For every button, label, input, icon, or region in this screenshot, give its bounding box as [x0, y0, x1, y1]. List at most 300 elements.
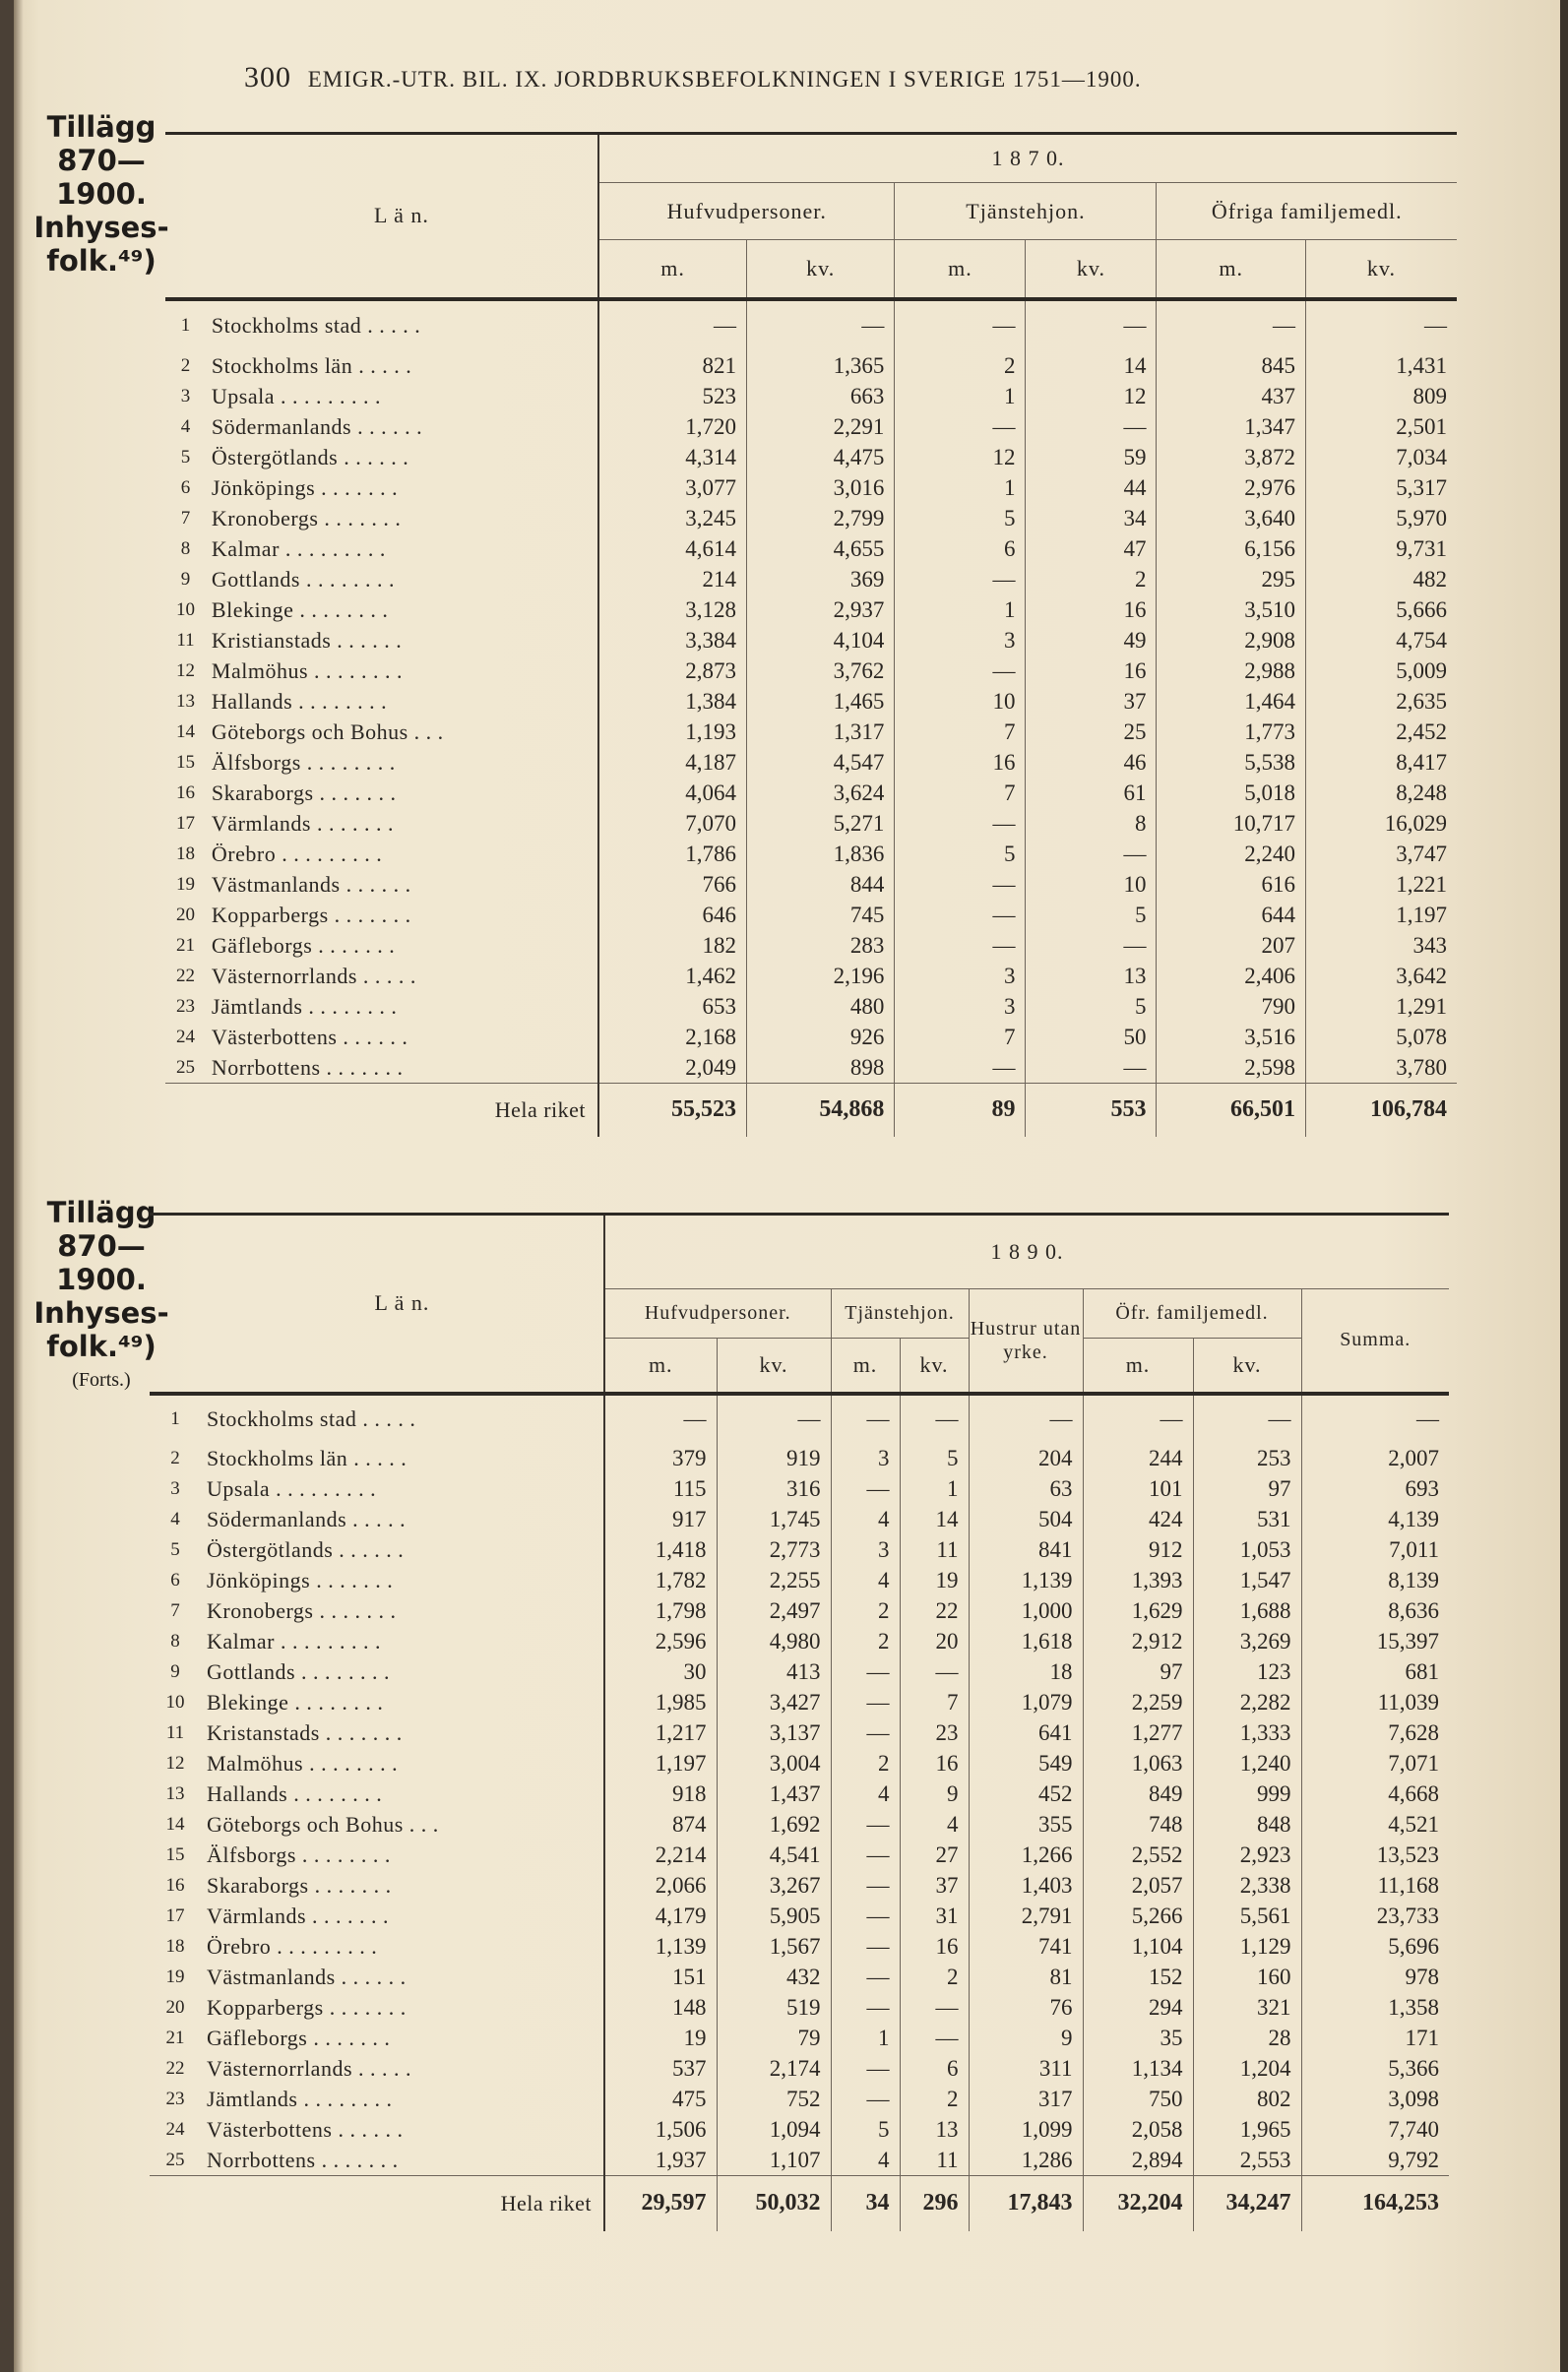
lan-name: Stockholms stad . . . . . [207, 1406, 416, 1431]
cell-value: 4,521 [1301, 1810, 1449, 1841]
lan-name: Kopparbergs . . . . . . . [207, 1995, 407, 2020]
row-number: 10 [165, 1692, 185, 1713]
cell-value: 5,666 [1305, 595, 1457, 626]
cell-value: 47 [1026, 534, 1157, 565]
row-number: 20 [165, 1997, 185, 2018]
cell-value: — [895, 809, 1026, 840]
table-row [165, 351, 1457, 382]
cell-value: 1,217 [604, 1718, 717, 1749]
cell-value: 355 [969, 1810, 1083, 1841]
cell-value: 7,628 [1301, 1718, 1449, 1749]
cell-value: 5 [895, 840, 1026, 870]
cell-value: 148 [604, 1993, 717, 2024]
cell-value: 27 [900, 1841, 969, 1871]
cell-value: 7,740 [1301, 2115, 1449, 2146]
table-row [150, 1444, 1449, 1474]
lan-name: Västmanlands . . . . . . [211, 872, 411, 897]
cell-value: 918 [604, 1779, 717, 1810]
cell-value: 745 [746, 901, 894, 931]
row-number: 22 [175, 966, 195, 986]
cell-value: — [1301, 1394, 1449, 1444]
cell-value: 1,431 [1305, 351, 1457, 382]
row-number: 9 [170, 1661, 180, 1682]
cell-value: 802 [1193, 2085, 1301, 2115]
cell-value: 3,780 [1305, 1053, 1457, 1084]
cell-value: 8 [1026, 809, 1157, 840]
cell-value: 750 [1083, 2085, 1193, 2115]
cell-value: 1,365 [746, 351, 894, 382]
row-number: 3 [180, 386, 191, 406]
cell-value: 4 [831, 1566, 900, 1596]
cell-value: 3 [831, 1535, 900, 1566]
cell-value: 9,792 [1301, 2146, 1449, 2176]
row-number: 10 [175, 599, 195, 620]
book-binding [0, 0, 14, 2372]
cell-value: 19 [900, 1566, 969, 1596]
table-row [165, 718, 1457, 748]
cell-value: 152 [1083, 1963, 1193, 1993]
table-row [150, 1505, 1449, 1535]
cell-value: 11 [900, 1535, 969, 1566]
lan-name: Västerbottens . . . . . . [207, 2117, 404, 2142]
cell-value: 5,970 [1305, 504, 1457, 534]
lan-name: Kalmar . . . . . . . . . [207, 1629, 381, 1654]
cell-value: — [900, 1993, 969, 2024]
cell-value: 523 [598, 382, 746, 412]
cell-value: 790 [1157, 992, 1305, 1023]
group-header: Hufvudpersoner. [604, 1289, 831, 1339]
cell-value: 2,976 [1157, 473, 1305, 504]
cell-value: 4,314 [598, 443, 746, 473]
lan-name: Kristianstads . . . . . . [211, 628, 403, 653]
cell-value: 1,053 [1193, 1535, 1301, 1566]
lan-name: Stockholms län . . . . . [211, 353, 412, 378]
cell-value: 693 [1301, 1474, 1449, 1505]
cell-value: 519 [717, 1993, 831, 2024]
cell-value: — [746, 299, 894, 351]
lan-name: Västerbottens . . . . . . [211, 1025, 408, 1049]
cell-value: 30 [604, 1657, 717, 1688]
cell-value: 4 [900, 1810, 969, 1841]
cell-value: — [831, 1474, 900, 1505]
cell-value: 2,908 [1157, 626, 1305, 656]
cell-value: 1,134 [1083, 2054, 1193, 2085]
cell-value: 2,873 [598, 656, 746, 687]
sub-header: kv. [717, 1339, 831, 1394]
cell-value: 2,791 [969, 1902, 1083, 1932]
total-value: 296 [900, 2176, 969, 2231]
table-row [150, 1779, 1449, 1810]
cell-value: 5 [831, 2115, 900, 2146]
cell-value: 2,282 [1193, 1688, 1301, 1718]
cell-value: 531 [1193, 1505, 1301, 1535]
cell-value: — [1083, 1394, 1193, 1444]
row-number: 5 [180, 447, 191, 468]
cell-value: 844 [746, 870, 894, 901]
cell-value: 11,168 [1301, 1871, 1449, 1902]
cell-value: 821 [598, 351, 746, 382]
cell-value: 1,317 [746, 718, 894, 748]
cell-value: 97 [1193, 1474, 1301, 1505]
cell-value: 1,197 [1305, 901, 1457, 931]
lan-name: Värmlands . . . . . . . [207, 1904, 390, 1928]
row-number: 3 [170, 1478, 180, 1499]
total-value: 553 [1026, 1084, 1157, 1137]
lan-name: Kronobergs . . . . . . . [207, 1598, 397, 1623]
cell-value: 18 [969, 1657, 1083, 1688]
cell-value: 37 [1026, 687, 1157, 718]
row-number: 13 [175, 691, 195, 712]
table-row [165, 382, 1457, 412]
cell-value: — [895, 656, 1026, 687]
cell-value: — [1026, 412, 1157, 443]
table-row [150, 2146, 1449, 2176]
lan-name: Jönköpings . . . . . . . [211, 475, 399, 500]
side-label-line: 870—1900. [56, 144, 147, 211]
total-value: 29,597 [604, 2176, 717, 2231]
cell-value: 6 [900, 2054, 969, 2085]
total-value: 17,843 [969, 2176, 1083, 2231]
cell-value: 316 [717, 1474, 831, 1505]
cell-value: 2,452 [1305, 718, 1457, 748]
cell-value: 283 [746, 931, 894, 962]
cell-value: 2 [895, 351, 1026, 382]
lan-name: Jönköpings . . . . . . . [207, 1568, 394, 1592]
cell-value: — [598, 299, 746, 351]
cell-value: — [895, 870, 1026, 901]
cell-value: 926 [746, 1023, 894, 1053]
cell-value: 5,538 [1157, 748, 1305, 779]
cell-value: 1,286 [969, 2146, 1083, 2176]
table-row [150, 2085, 1449, 2115]
cell-value: 160 [1193, 1963, 1301, 1993]
group-header: Summa. [1301, 1289, 1449, 1394]
cell-value: — [1305, 299, 1457, 351]
lan-header: L ä n. [206, 134, 598, 299]
cell-value: 7,071 [1301, 1749, 1449, 1779]
group-header: Tjänstehjon. [895, 183, 1157, 240]
cell-value: 1,277 [1083, 1718, 1193, 1749]
lan-name: Södermanlands . . . . . . [211, 414, 423, 439]
cell-value: 5,018 [1157, 779, 1305, 809]
cell-value: — [831, 1902, 900, 1932]
cell-value: — [1026, 299, 1157, 351]
cell-value: 3,762 [746, 656, 894, 687]
total-value: 34 [831, 2176, 900, 2231]
cell-value: 9 [900, 1779, 969, 1810]
table-row [165, 412, 1457, 443]
lan-name: Stockholms stad . . . . . [211, 313, 421, 338]
cell-value: 7 [895, 718, 1026, 748]
cell-value: 1,937 [604, 2146, 717, 2176]
cell-value: 917 [604, 1505, 717, 1535]
row-number: 25 [165, 2149, 185, 2170]
group-header: Öfriga familjemedl. [1157, 183, 1457, 240]
side-label-1870 [18, 110, 185, 278]
cell-value: 16,029 [1305, 809, 1457, 840]
cell-value: 1,358 [1301, 1993, 1449, 2024]
cell-value: 1,291 [1305, 992, 1457, 1023]
cell-value: 4,475 [746, 443, 894, 473]
cell-value: 5 [1026, 901, 1157, 931]
cell-value: 5,271 [746, 809, 894, 840]
cell-value: 10 [1026, 870, 1157, 901]
table-row [165, 748, 1457, 779]
cell-value: — [831, 1688, 900, 1718]
cell-value: 5,905 [717, 1902, 831, 1932]
cell-value: 653 [598, 992, 746, 1023]
cell-value: 1,688 [1193, 1596, 1301, 1627]
cell-value: 2,240 [1157, 840, 1305, 870]
table-row [165, 870, 1457, 901]
row-number: 8 [170, 1631, 180, 1652]
cell-value: 63 [969, 1474, 1083, 1505]
cell-value: 2,635 [1305, 687, 1457, 718]
row-number: 8 [180, 538, 191, 559]
cell-value: 644 [1157, 901, 1305, 931]
running-head [244, 61, 1142, 94]
row-number: 23 [175, 996, 195, 1017]
row-number: 11 [176, 630, 195, 651]
cell-value: 22 [900, 1596, 969, 1627]
total-label: Hela riket [206, 1084, 598, 1137]
total-value: 164,253 [1301, 2176, 1449, 2231]
cell-value: 379 [604, 1444, 717, 1474]
table-row [150, 1932, 1449, 1963]
cell-value: — [831, 1993, 900, 2024]
cell-value: 3,137 [717, 1718, 831, 1749]
cell-value: 311 [969, 2054, 1083, 2085]
cell-value: 2,937 [746, 595, 894, 626]
cell-value: 3,427 [717, 1688, 831, 1718]
cell-value: 343 [1305, 931, 1457, 962]
table-row [150, 1688, 1449, 1718]
row-number: 16 [165, 1875, 185, 1896]
cell-value: 4,754 [1305, 626, 1457, 656]
sub-header: m. [895, 240, 1026, 299]
table-row [150, 1993, 1449, 2024]
cell-value: — [831, 1932, 900, 1963]
cell-value: 81 [969, 1963, 1083, 1993]
cell-value: 809 [1305, 382, 1457, 412]
total-value: 66,501 [1157, 1084, 1305, 1137]
table-row [150, 1535, 1449, 1566]
cell-value: 413 [717, 1657, 831, 1688]
cell-value: 35 [1083, 2024, 1193, 2054]
cell-value: 7,011 [1301, 1535, 1449, 1566]
lan-name: Gäfleborgs . . . . . . . [207, 2026, 391, 2050]
cell-value: 3,267 [717, 1871, 831, 1902]
cell-value: 874 [604, 1810, 717, 1841]
cell-value: 1,333 [1193, 1718, 1301, 1749]
cell-value: 2,553 [1193, 2146, 1301, 2176]
row-number: 11 [165, 1722, 185, 1743]
cell-value: 898 [746, 1053, 894, 1084]
cell-value: 616 [1157, 870, 1305, 901]
cell-value: 16 [1026, 595, 1157, 626]
cell-value: 244 [1083, 1444, 1193, 1474]
cell-value: 3,384 [598, 626, 746, 656]
total-row [165, 1084, 1457, 1137]
table-row [165, 299, 1457, 351]
cell-value: 912 [1083, 1535, 1193, 1566]
group-header: Tjänstehjon. [831, 1289, 969, 1339]
table-row [150, 2054, 1449, 2085]
cell-value: 1,418 [604, 1535, 717, 1566]
cell-value: 5,317 [1305, 473, 1457, 504]
lan-name: Västernorrlands . . . . . [211, 964, 416, 988]
cell-value: 5,561 [1193, 1902, 1301, 1932]
side-label-line: folk.⁴⁹) [46, 1330, 157, 1363]
cell-value: 845 [1157, 351, 1305, 382]
cell-value: 1,204 [1193, 2054, 1301, 2085]
cell-value: 295 [1157, 565, 1305, 595]
cell-value: 2 [1026, 565, 1157, 595]
row-number: 19 [165, 1966, 185, 1987]
cell-value: 3,747 [1305, 840, 1457, 870]
cell-value: 2 [831, 1596, 900, 1627]
table-row [165, 809, 1457, 840]
cell-value: — [831, 1963, 900, 1993]
lan-name: Jämtlands . . . . . . . . [207, 2087, 393, 2111]
side-label-line: Tillägg [46, 110, 157, 144]
cell-value: 1,720 [598, 412, 746, 443]
lan-name: Jämtlands . . . . . . . . [211, 994, 398, 1019]
sub-header: m. [1157, 240, 1305, 299]
side-label-line: Inhyses- [33, 1296, 169, 1330]
side-label-line: Inhyses- [33, 211, 169, 244]
cell-value: 49 [1026, 626, 1157, 656]
cell-value: 23,733 [1301, 1902, 1449, 1932]
table-row [150, 1749, 1449, 1779]
row-number: 23 [165, 2089, 185, 2109]
table-row [150, 1627, 1449, 1657]
group-header: Hustrur utan yrke. [969, 1289, 1083, 1394]
row-number: 25 [175, 1056, 195, 1078]
lan-name: Gottlands . . . . . . . . [211, 567, 395, 592]
side-label-note: (Forts.) [72, 1369, 131, 1391]
cell-value: 37 [900, 1871, 969, 1902]
cell-value: 1,745 [717, 1505, 831, 1535]
lan-name: Göteborgs och Bohus . . . [211, 719, 444, 744]
cell-value: 4,668 [1301, 1779, 1449, 1810]
cell-value: 3 [895, 962, 1026, 992]
sub-header: m. [598, 240, 746, 299]
cell-value: 3,516 [1157, 1023, 1305, 1053]
cell-value: 97 [1083, 1657, 1193, 1688]
cell-value: 1,437 [717, 1779, 831, 1810]
row-number: 7 [170, 1600, 180, 1621]
cell-value: 12 [1026, 382, 1157, 412]
cell-value: 59 [1026, 443, 1157, 473]
row-number: 18 [165, 1936, 185, 1957]
cell-value: 741 [969, 1932, 1083, 1963]
cell-value: 9,731 [1305, 534, 1457, 565]
lan-name: Göteborgs och Bohus . . . [207, 1812, 439, 1837]
cell-value: 5 [895, 504, 1026, 534]
table-row [150, 1871, 1449, 1902]
cell-value: 2,773 [717, 1535, 831, 1566]
cell-value: 663 [746, 382, 894, 412]
cell-value: 28 [1193, 2024, 1301, 2054]
cell-value: 549 [969, 1749, 1083, 1779]
total-value: 32,204 [1083, 2176, 1193, 2231]
cell-value: 5,366 [1301, 2054, 1449, 2085]
cell-value: 16 [895, 748, 1026, 779]
sub-header: m. [1083, 1339, 1193, 1394]
cell-value: 1,079 [969, 1688, 1083, 1718]
cell-value: 1,629 [1083, 1596, 1193, 1627]
cell-value: 2,338 [1193, 1871, 1301, 1902]
cell-value: 31 [900, 1902, 969, 1932]
cell-value: 5 [1026, 992, 1157, 1023]
cell-value: 50 [1026, 1023, 1157, 1053]
cell-value: 841 [969, 1535, 1083, 1566]
cell-value: 4 [831, 2146, 900, 2176]
cell-value: 2 [900, 2085, 969, 2115]
cell-value: 2,501 [1305, 412, 1457, 443]
cell-value: 1,193 [598, 718, 746, 748]
table-row [165, 840, 1457, 870]
cell-value: — [1026, 931, 1157, 962]
cell-value: 1,063 [1083, 1749, 1193, 1779]
cell-value: 3,624 [746, 779, 894, 809]
cell-value: 20 [900, 1627, 969, 1657]
cell-value: 10 [895, 687, 1026, 718]
table-row [165, 931, 1457, 962]
cell-value: 2,988 [1157, 656, 1305, 687]
cell-value: 204 [969, 1444, 1083, 1474]
cell-value: 3,016 [746, 473, 894, 504]
table-row [165, 565, 1457, 595]
lan-name: Kronobergs . . . . . . . [211, 506, 402, 531]
cell-value: — [895, 931, 1026, 962]
cell-value: 2,598 [1157, 1053, 1305, 1084]
table-row [165, 1053, 1457, 1084]
cell-value: 1,000 [969, 1596, 1083, 1627]
lan-name: Norrbottens . . . . . . . [207, 2147, 399, 2172]
table-row [150, 1596, 1449, 1627]
cell-value: 214 [598, 565, 746, 595]
cell-value: — [1157, 299, 1305, 351]
cell-value: 3 [831, 1444, 900, 1474]
cell-value: 253 [1193, 1444, 1301, 1474]
cell-value: 2,497 [717, 1596, 831, 1627]
cell-value: 2,196 [746, 962, 894, 992]
cell-value: 321 [1193, 1993, 1301, 2024]
cell-value: 14 [900, 1505, 969, 1535]
cell-value: 4 [831, 1779, 900, 1810]
cell-value: 4 [831, 1505, 900, 1535]
cell-value: — [1026, 1053, 1157, 1084]
lan-name: Kristanstads . . . . . . . [207, 1720, 403, 1745]
cell-value: — [895, 299, 1026, 351]
cell-value: 3,004 [717, 1749, 831, 1779]
cell-value: 2,912 [1083, 1627, 1193, 1657]
lan-name: Västernorrlands . . . . . [207, 2056, 412, 2081]
cell-value: 5,078 [1305, 1023, 1457, 1053]
lan-name: Västmanlands . . . . . . [207, 1965, 407, 1989]
cell-value: 1 [895, 382, 1026, 412]
table-row [165, 656, 1457, 687]
cell-value: 294 [1083, 1993, 1193, 2024]
row-number: 14 [175, 721, 195, 742]
row-number: 24 [175, 1027, 195, 1047]
row-number: 21 [165, 2028, 185, 2048]
cell-value: 1,139 [604, 1932, 717, 1963]
cell-value: 5 [900, 1444, 969, 1474]
row-number: 4 [170, 1509, 180, 1529]
